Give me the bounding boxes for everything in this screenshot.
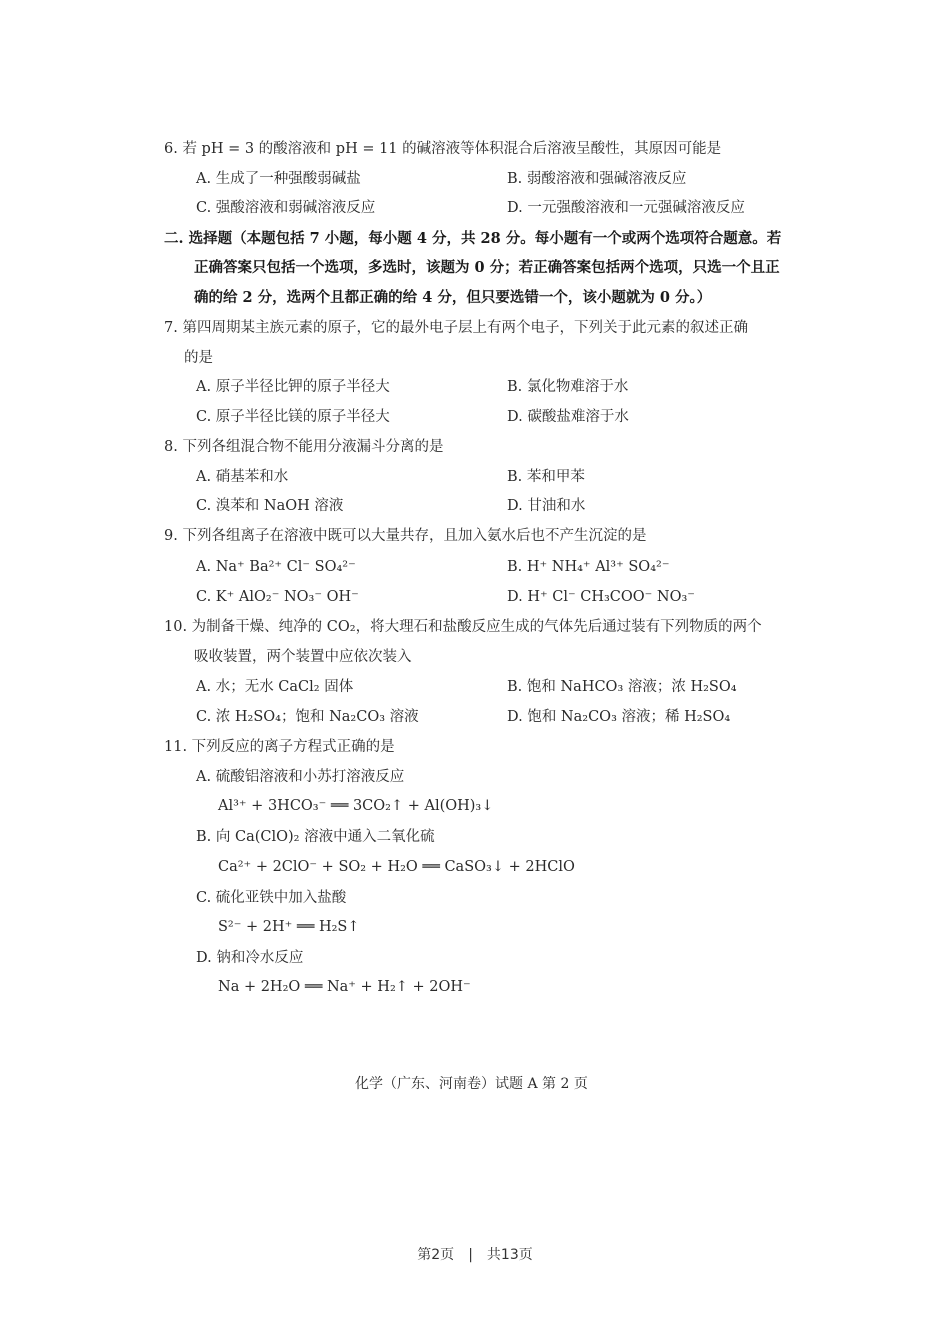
q10-stem-line2: 吸收装置，两个装置中应依次装入 [194, 649, 412, 665]
q9-stem: 9. 下列各组离子在溶液中既可以大量共存，且加入氨水后也不产生沉淀的是 [164, 528, 647, 544]
total-pages: 共13页 [486, 1247, 533, 1263]
q11-stem: 11. 下列反应的离子方程式正确的是 [164, 739, 395, 755]
exam-footer: 化学（广东、河南卷）试题 A 第 2 页 [355, 1076, 588, 1092]
q11-option-a: A. 硫酸铝溶液和小苏打溶液反应 [196, 769, 405, 785]
pagination-separator: | [468, 1247, 473, 1263]
section2-instructions-line3: 确的给 2 分，选两个且都正确的给 4 分，但只要选错一个，该小题就为 0 分。） [194, 289, 712, 306]
q11-option-d-equation: Na + 2H₂O ══ Na⁺ + H₂↑ + 2OH⁻ [218, 979, 471, 995]
q6-option-d: D. 一元强酸溶液和一元强碱溶液反应 [507, 200, 745, 216]
q6-option-c: C. 强酸溶液和弱碱溶液反应 [196, 200, 376, 216]
q10-option-b: B. 饱和 NaHCO₃ 溶液；浓 H₂SO₄ [507, 679, 737, 695]
q6-stem: 6. 若 pH = 3 的酸溶液和 pH = 11 的碱溶液等体积混合后溶液呈酸性，其原因可能是 [164, 141, 722, 157]
q7-stem-line1: 7. 第四周期某主族元素的原子，它的最外电子层上有两个电子，下列关于此元素的叙述正确 [164, 320, 748, 336]
q11-option-c-equation: S²⁻ + 2H⁺ ══ H₂S↑ [218, 919, 360, 935]
current-page: 第2页 [417, 1247, 455, 1263]
q10-option-d: D. 饱和 Na₂CO₃ 溶液；稀 H₂SO₄ [507, 709, 731, 725]
q9-option-c: C. K⁺ AlO₂⁻ NO₃⁻ OH⁻ [196, 589, 359, 605]
q8-stem: 8. 下列各组混合物不能用分液漏斗分离的是 [164, 439, 444, 455]
q9-option-b: B. H⁺ NH₄⁺ Al³⁺ SO₄²⁻ [507, 559, 670, 575]
q10-option-a: A. 水；无水 CaCl₂ 固体 [196, 679, 354, 695]
q8-option-d: D. 甘油和水 [507, 498, 586, 514]
q10-stem-line1: 10. 为制备干燥、纯净的 CO₂，将大理石和盐酸反应生成的气体先后通过装有下列物质的两个 [164, 619, 762, 635]
q10-option-c: C. 浓 H₂SO₄；饱和 Na₂CO₃ 溶液 [196, 709, 419, 725]
q7-option-d: D. 碳酸盐难溶于水 [507, 409, 629, 425]
q8-option-c: C. 溴苯和 NaOH 溶液 [196, 498, 344, 514]
section2-instructions-line2: 正确答案只包括一个选项，多选时，该题为 0 分；若正确答案包括两个选项，只选一个且正 [194, 259, 780, 276]
q6-option-a: A. 生成了一种强酸弱碱盐 [196, 171, 361, 187]
q11-option-b-equation: Ca²⁺ + 2ClO⁻ + SO₂ + H₂O ══ CaSO₃↓ + 2HClO [218, 859, 575, 875]
q8-option-a: A. 硝基苯和水 [196, 469, 289, 485]
q6-option-b: B. 弱酸溶液和强碱溶液反应 [507, 171, 687, 187]
q9-option-d: D. H⁺ Cl⁻ CH₃COO⁻ NO₃⁻ [507, 589, 695, 605]
q11-option-b: B. 向 Ca(ClO)₂ 溶液中通入二氧化硫 [196, 829, 435, 845]
q9-option-a: A. Na⁺ Ba²⁺ Cl⁻ SO₄²⁻ [196, 559, 356, 575]
q8-option-b: B. 苯和甲苯 [507, 469, 585, 485]
q7-option-b: B. 氯化物难溶于水 [507, 379, 629, 395]
q7-option-c: C. 原子半径比镁的原子半径大 [196, 409, 390, 425]
q11-option-a-equation: Al³⁺ + 3HCO₃⁻ ══ 3CO₂↑ + Al(OH)₃↓ [218, 798, 494, 814]
q7-stem-line2: 的是 [184, 350, 213, 366]
q11-option-d: D. 钠和冷水反应 [196, 950, 304, 966]
q7-option-a: A. 原子半径比钾的原子半径大 [196, 379, 390, 395]
section2-instructions-line1: 二. 选择题（本题包括 7 小题，每小题 4 分，共 28 分。每小题有一个或两个选项符合题意。若 [164, 230, 782, 247]
q11-option-c: C. 硫化亚铁中加入盐酸 [196, 890, 347, 906]
pagination [0, 1244, 950, 1264]
